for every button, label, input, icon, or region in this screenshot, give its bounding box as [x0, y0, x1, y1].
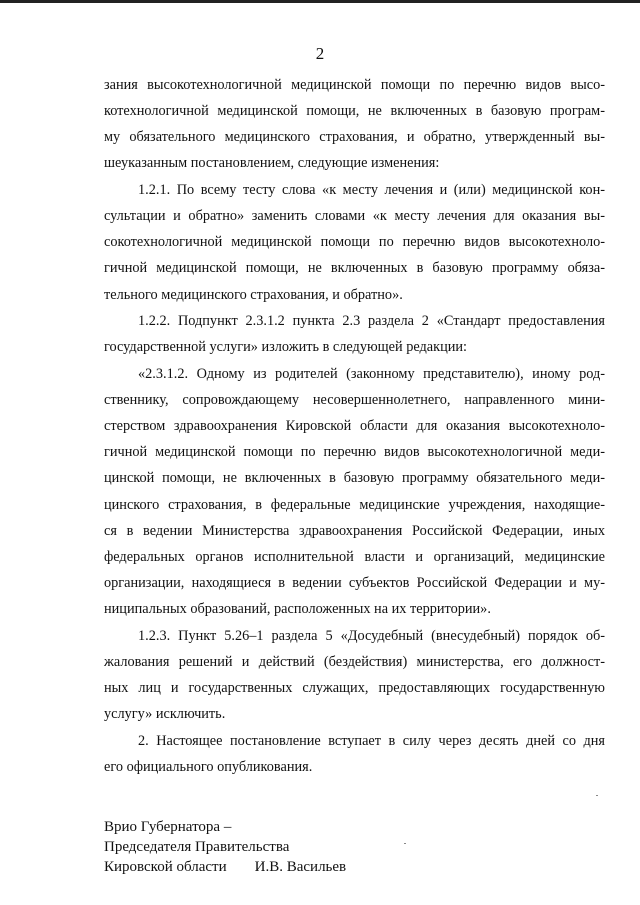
- body-line: ниципальных образований, расположенных на их территории».: [104, 601, 491, 617]
- body-line: его официального опубликования.: [104, 759, 313, 775]
- body-line: государственной услуги» изложить в следующей редакции:: [104, 339, 468, 355]
- page-number: 2: [315, 44, 325, 63]
- body-line: организации, находящиеся в ведении субъектов Российской Федерации и му-: [104, 575, 605, 591]
- signature-title-line-1: Врио Губернатора –: [104, 819, 232, 835]
- body-line: жалования решений и действий (бездействия) министерства, его должност-: [104, 654, 605, 670]
- scan-speck: [596, 795, 598, 796]
- body-line: му обязательного медицинского страхования, и обратно, утвержденный вы-: [104, 129, 605, 145]
- body-line: шеуказанным постановлением, следующие изменения:: [104, 155, 440, 171]
- signatory-name: И.В. Васильев: [254, 859, 347, 875]
- signature-title-line-2: Председателя Правительства: [104, 839, 290, 855]
- top-border-rule: [0, 0, 640, 3]
- body-line: котехнологичной медицинской помощи, не включенных в базовую програм-: [104, 103, 605, 119]
- body-line: гичной медицинской помощи по перечню видов высокотехнологичной меди-: [104, 444, 605, 460]
- scan-speck: [404, 843, 406, 844]
- body-line: 2. Настоящее постановление вступает в силу через десять дней со дня: [138, 733, 605, 749]
- body-line: зания высокотехнологичной медицинской помощи по перечню видов высо-: [104, 77, 605, 93]
- body-line: сультации и обратно» заменить словами «к месту лечения для оказания вы-: [104, 208, 605, 224]
- body-line: цинского страхования, в федеральные медицинские учреждения, находящие-: [104, 497, 605, 513]
- body-line: цинской помощи, не включенных в базовую программу обязательного меди-: [104, 470, 605, 486]
- body-line: гичной медицинской помощи, не включенных в базовую программу обяза-: [104, 260, 605, 276]
- body-line: 1.2.2. Подпункт 2.3.1.2 пункта 2.3 раздела 2 «Стандарт предоставления: [138, 313, 605, 329]
- body-line: тельного медицинского страхования, и обратно».: [104, 287, 403, 303]
- body-line: ственнику, сопровождающему несовершеннолетнего, направленного мини-: [104, 392, 605, 408]
- body-line: 1.2.3. Пункт 5.26–1 раздела 5 «Досудебный (внесудебный) порядок об-: [138, 628, 605, 644]
- body-line: сокотехнологичной медицинской помощи по перечню видов высокотехноло-: [104, 234, 605, 250]
- body-line: «2.3.1.2. Одному из родителей (законному представителю), иному род-: [138, 366, 605, 382]
- body-line: федеральных органов исполнительной власти и организаций, медицинские: [104, 549, 605, 565]
- body-line: услугу» исключить.: [104, 706, 226, 722]
- signature-region: Кировской области: [104, 859, 227, 875]
- body-line: стерством здравоохранения Кировской области для оказания высокотехноло-: [104, 418, 605, 434]
- body-line: ных лиц и государственных служащих, предоставляющих государственную: [104, 680, 605, 696]
- body-line: ся в ведении Министерства здравоохранения Российской Федерации, иных: [104, 523, 605, 539]
- body-line: 1.2.1. По всему тесту слова «к месту лечения и (или) медицинской кон-: [138, 182, 605, 198]
- signature-title-line-3: [104, 858, 346, 876]
